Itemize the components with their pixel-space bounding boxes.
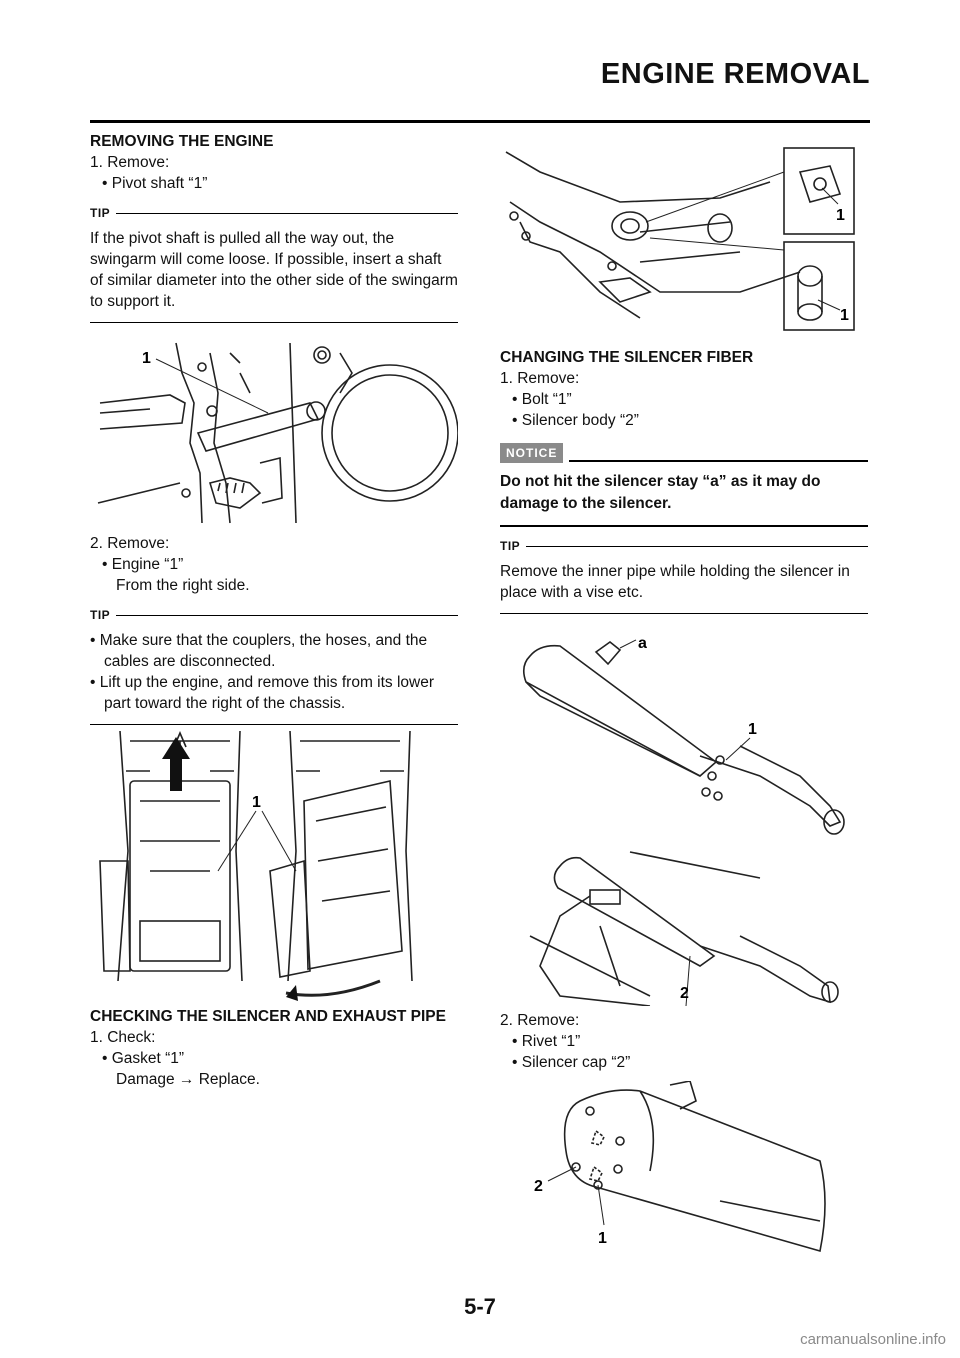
tip-rule bbox=[526, 546, 868, 547]
figure-engine-lift bbox=[90, 731, 458, 1001]
tip-label: TIP bbox=[90, 608, 111, 622]
section-heading-checking-silencer: CHECKING THE SILENCER AND EXHAUST PIPE bbox=[90, 1008, 446, 1025]
figure-label: 2 bbox=[534, 1178, 543, 1195]
tip-list-item: • Lift up the engine, and remove this from its lower part toward the right of the chassis. bbox=[90, 674, 435, 712]
notice-rule bbox=[569, 460, 868, 462]
bullet-text: • Engine “1” bbox=[102, 556, 184, 573]
exhaust-gasket-illustration bbox=[500, 142, 868, 338]
figure-label: 1 bbox=[598, 1230, 607, 1247]
tip-end-rule bbox=[90, 724, 458, 725]
page-header bbox=[90, 58, 870, 124]
step-text: 1. Remove: bbox=[500, 370, 580, 387]
silencer-vise-illustration bbox=[500, 626, 868, 1006]
page-number: 5-7 bbox=[464, 1294, 496, 1319]
figure-label: a bbox=[638, 635, 647, 652]
left-column bbox=[90, 132, 458, 1090]
figure-label: 1 bbox=[748, 721, 757, 738]
tip-text: If the pivot shaft is pulled all the way out, the swingarm will come loose. If possible, insert a shaft of similar diameter into the other side of the swingarm to support it. bbox=[90, 230, 458, 310]
pivot-shaft-illustration bbox=[90, 333, 458, 529]
figure-exhaust-gasket bbox=[500, 142, 868, 338]
tip-text: Remove the inner pipe while holding the silencer in place with a vise etc. bbox=[500, 563, 850, 601]
tip-end-rule bbox=[500, 613, 868, 614]
bullet-text: • Silencer body “2” bbox=[512, 412, 639, 429]
notice-badge: NOTICE bbox=[500, 443, 563, 463]
figure-label: 1 bbox=[142, 350, 151, 367]
engine-lift-illustration bbox=[90, 731, 458, 1001]
section-heading-changing-silencer-fiber: CHANGING THE SILENCER FIBER bbox=[500, 349, 754, 366]
figure-label: 1 bbox=[836, 207, 845, 224]
bullet-subtext: Damage → Replace. bbox=[116, 1071, 260, 1088]
figure-label: 1 bbox=[252, 794, 261, 811]
figure-silencer-vise bbox=[500, 626, 868, 1006]
tip-end-rule bbox=[90, 322, 458, 323]
figure-silencer-cap bbox=[500, 1081, 868, 1261]
tip-rule bbox=[116, 213, 458, 214]
section-heading-removing-engine: REMOVING THE ENGINE bbox=[90, 133, 274, 150]
header-rule bbox=[90, 120, 870, 123]
bullet-text: • Rivet “1” bbox=[512, 1033, 581, 1050]
tip-list bbox=[90, 630, 458, 714]
page-title: ENGINE REMOVAL bbox=[600, 58, 870, 90]
figure-label: 1 bbox=[840, 307, 849, 324]
silencer-cap-illustration bbox=[500, 1081, 868, 1261]
tip-label: TIP bbox=[90, 206, 111, 220]
step-text: 1. Check: bbox=[90, 1029, 156, 1046]
figure-pivot-shaft bbox=[90, 333, 458, 529]
step-text: 2. Remove: bbox=[90, 535, 170, 552]
bullet-text: • Pivot shaft “1” bbox=[102, 175, 208, 192]
figure-label: 2 bbox=[680, 985, 689, 1002]
tip-list-item: • Make sure that the couplers, the hoses, and the cables are disconnected. bbox=[90, 632, 428, 670]
notice-text: Do not hit the silencer stay “a” as it may do damage to the silencer. bbox=[500, 473, 821, 512]
tip-label: TIP bbox=[500, 539, 521, 553]
step-text: 1. Remove: bbox=[90, 154, 170, 171]
notice-header bbox=[500, 443, 868, 463]
right-column bbox=[500, 142, 868, 1261]
tip-header bbox=[500, 539, 868, 553]
bullet-text: • Bolt “1” bbox=[512, 391, 572, 408]
notice-end-rule bbox=[500, 525, 868, 527]
step-text: 2. Remove: bbox=[500, 1012, 580, 1029]
tip-header bbox=[90, 206, 458, 220]
tip-header bbox=[90, 608, 458, 622]
bullet-subtext: From the right side. bbox=[116, 577, 250, 594]
watermark: carmanualsonline.info bbox=[800, 1331, 946, 1348]
bullet-text: • Gasket “1” bbox=[102, 1050, 185, 1067]
bullet-text: • Silencer cap “2” bbox=[512, 1054, 631, 1071]
tip-rule bbox=[116, 615, 458, 616]
